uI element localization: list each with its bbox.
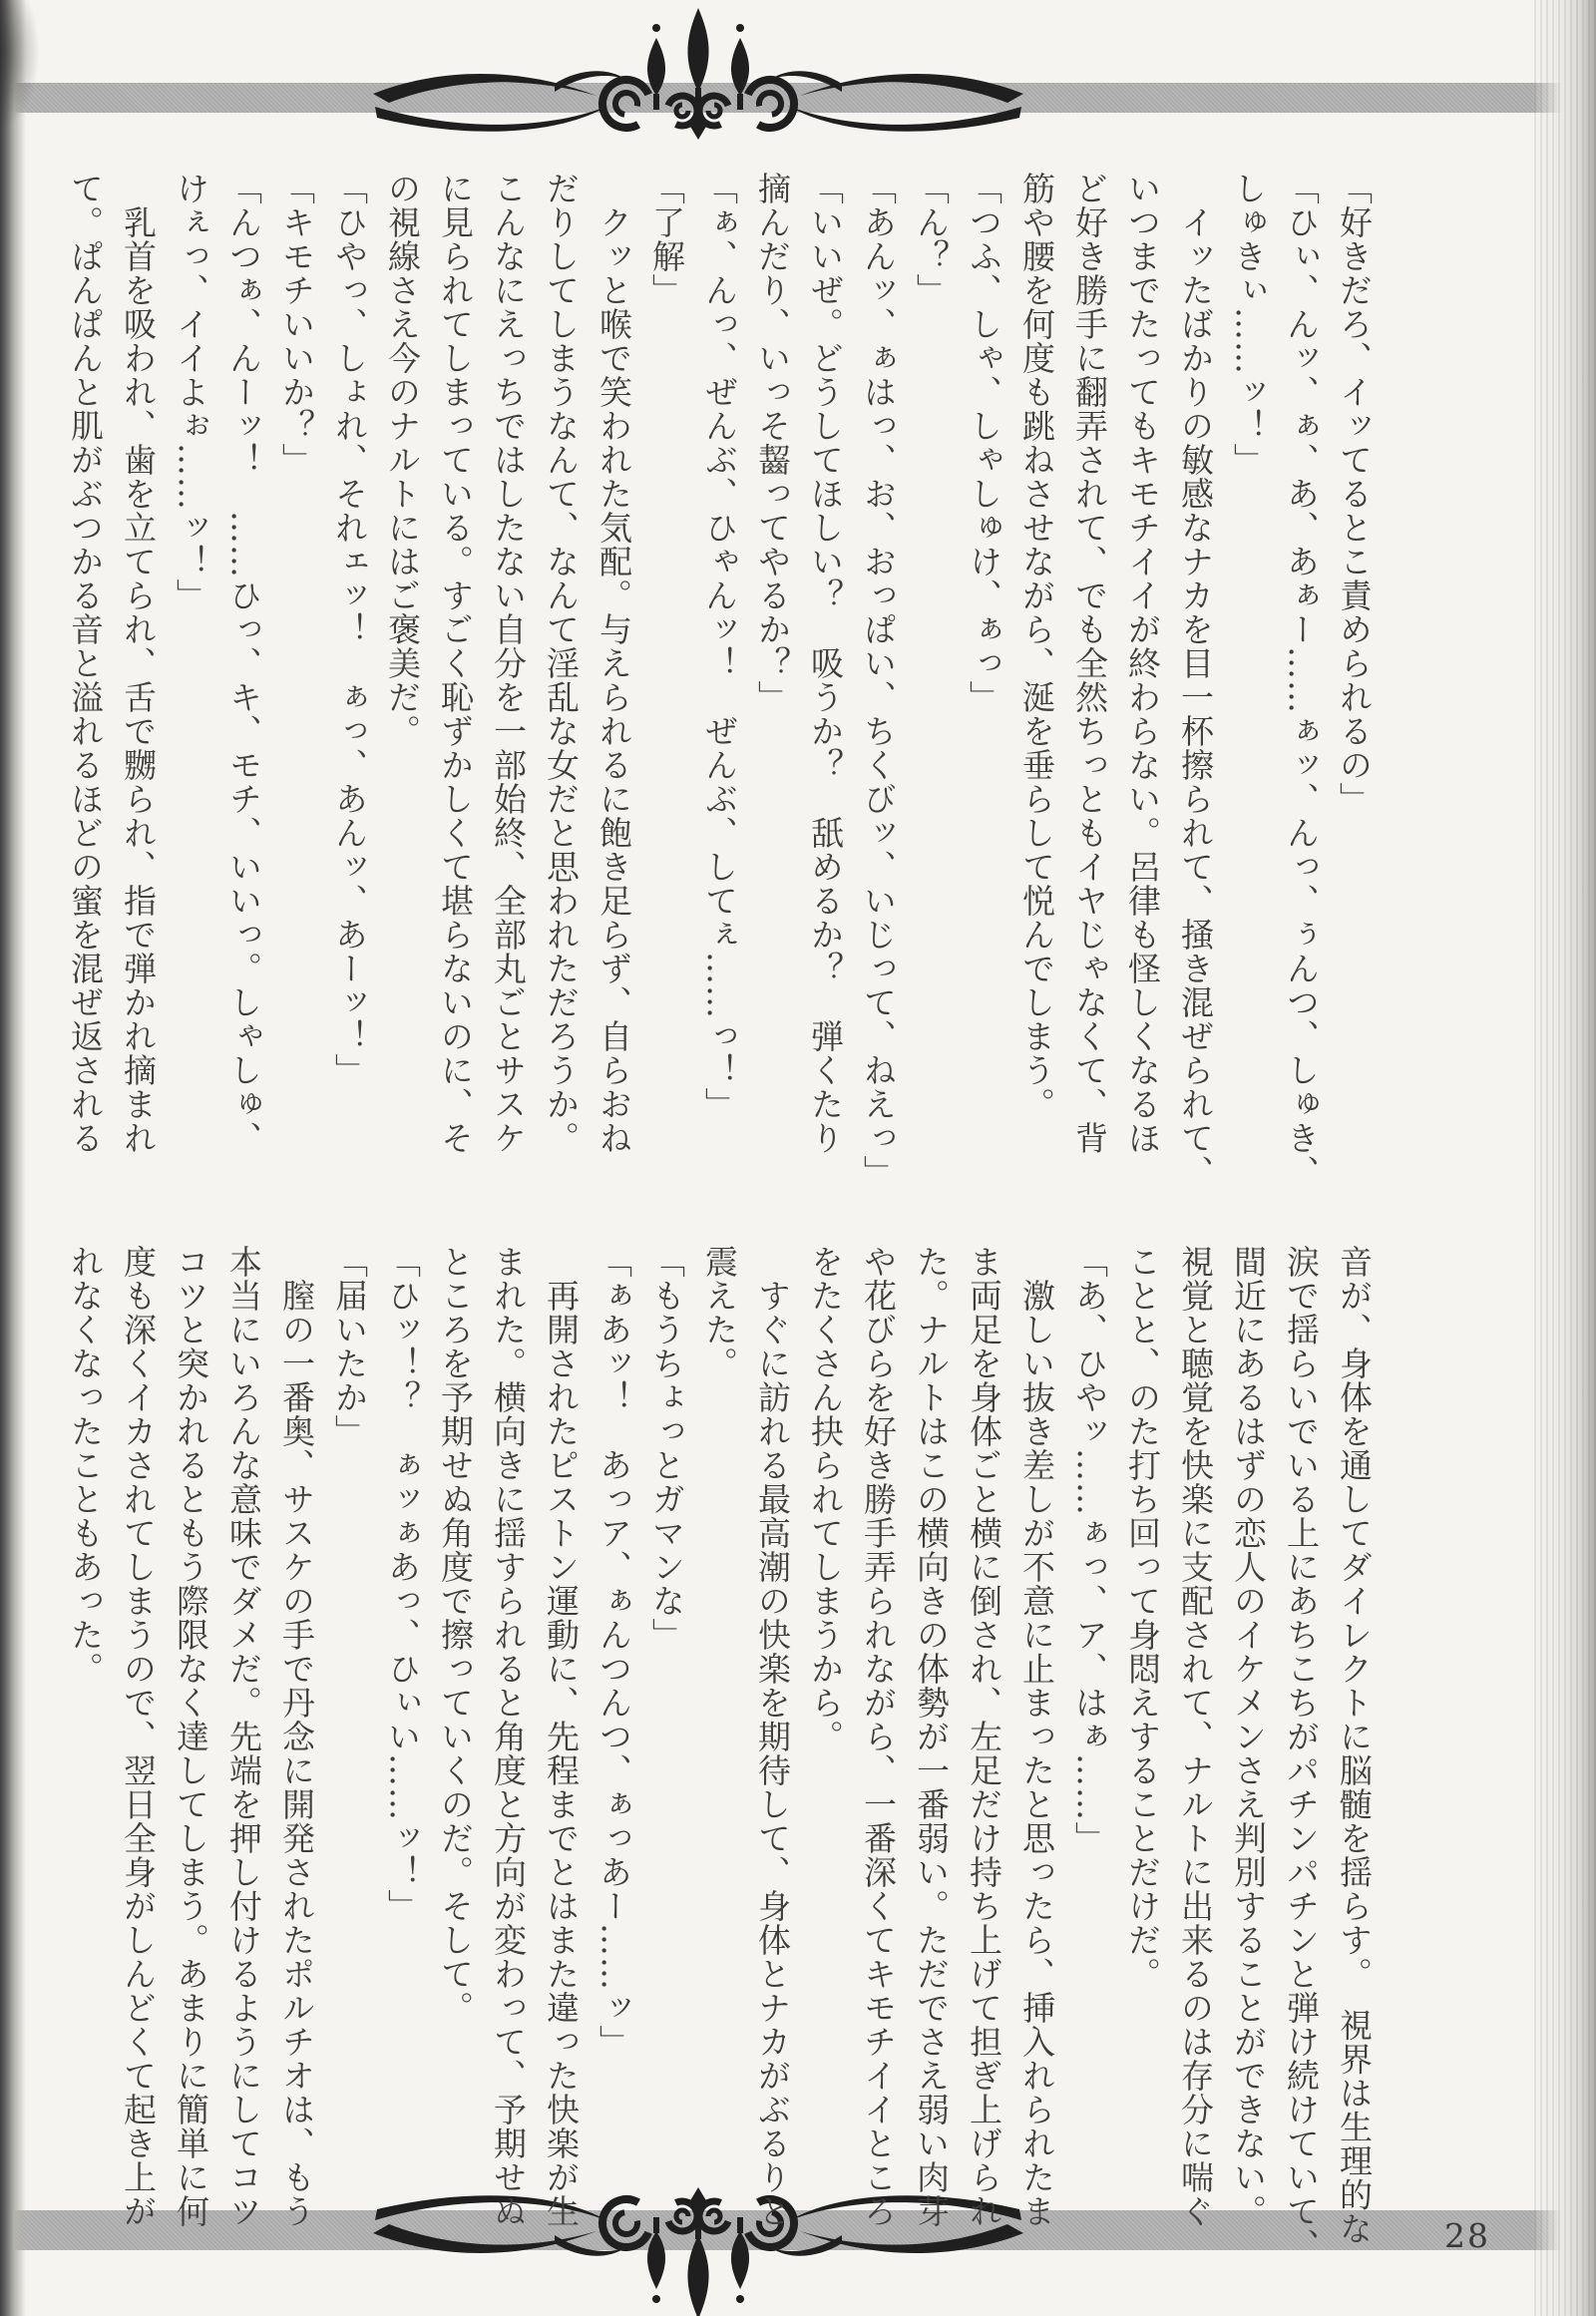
text-column: コツと突かれるともう際限なく達してしまう。あまりに簡単に何: [172, 1245, 210, 2228]
text-column: の視線さえ今のナルトにはご褒美だ。: [383, 172, 422, 748]
text-column: 「もうちょっとガマンな」: [647, 1245, 686, 1652]
text-column: ま両足を身体ごと横に倒され、左足だけ持ち上げて担ぎ上げられ: [965, 1245, 1003, 2228]
text-column: イッたばかりの敏感なナカを目一杯擦られて、掻き混ぜられて、: [1176, 172, 1215, 1189]
text-column: 「あんッ、ぁはっ、お、おっぱい、ちくびッ、いじって、ねえっ」: [859, 172, 898, 1189]
text-column: 視覚と聴覚を快楽に支配されて、ナルトに出来るのは存分に喘ぐ: [1176, 1245, 1215, 2228]
text-column: 「ぁ、んっ、ぜんぶ、ひゃんッ！ ぜんぶ、してぇ……っ！」: [700, 172, 739, 1121]
text-column: 膣の一番奥、サスケの手で丹念に開発されたポルチオは、もう: [277, 1245, 316, 2228]
text-column: 「あ、ひやッ……ぁっ、ア、はぁ……」: [1070, 1245, 1109, 1855]
text-column: 筋や腰を何度も跳ねさせながら、涎を垂らして悦んでしまう。: [1017, 172, 1056, 1121]
text-column: 涙で揺らいでいる上にあちこちがパチンパチンと弾け続けていて、: [1282, 1245, 1321, 2262]
text-column: 「いいぜ。どうしてほしい？ 吸うか？ 舐めるか？ 弾くたり: [806, 172, 845, 1155]
text-column: だりしてしまうなんて、なんて淫乱な女だと思われただろうか。: [542, 172, 581, 1155]
text-column: 「了解」: [647, 172, 686, 307]
text-column: 本当にいろんな意味でダメだ。先端を押し付けるようにしてコツ: [224, 1245, 263, 2228]
text-column: まれた。横向きに揺すられると角度と方向が変わって、予期せぬ: [489, 1245, 528, 2228]
text-column: 震えた。: [700, 1245, 739, 1380]
text-column: 「ひやっ、しょれ、それェッ！ ぁっ、あんッ、あーッ！」: [330, 172, 369, 1087]
text-column: た。ナルトはこの横向きの体勢が一番弱い。ただでさえ弱い肉芽: [912, 1245, 951, 2228]
text-column: こんなにえっちではしたない自分を一部始終、全部丸ごとサスケ: [489, 172, 528, 1155]
text-column: すぐに訪れる最高潮の快楽を期待して、身体とナカがぶるりと: [753, 1245, 792, 2228]
text-column: けぇっ、イイよぉ……ッ！」: [172, 172, 210, 612]
text-column: 再開されたピストン運動に、先程までとはまた違った快楽が生: [542, 1245, 581, 2228]
text-column: クッと喉で笑われた気配。与えられるに飽き足らず、自らおね: [595, 172, 633, 1155]
text-column: 「ぁあッ！ あっア、ぁんつんつ、ぁっあー……ッ」: [595, 1245, 633, 2059]
text-column: 間近にあるはずの恋人のイケメンさえ判別することができない。: [1229, 1245, 1268, 2228]
text-column: 乳首を吸われ、歯を立てられ、舌で嬲られ、指で弾かれ摘まれ: [119, 172, 158, 1155]
text-column: れなくなったこともあった。: [66, 1245, 105, 1686]
text-column: 「つふ、しゃ、しゃしゅけ、ぁっ」: [965, 172, 1003, 714]
text-column: ところを予期せぬ角度で擦っていくのだ。そして。: [436, 1245, 475, 2025]
text-column: 「キモチいいか？」: [277, 172, 316, 477]
text-column: 音が、身体を通してダイレクトに脳髄を揺らす。 視界は生理的な: [1335, 1245, 1374, 2246]
text-column: しゅきぃ……ッ！」: [1229, 172, 1268, 477]
text-column: ことと、のた打ち回って身悶えすることだけだ。: [1123, 1245, 1162, 1991]
text-column: 「ひッ！？ ぁッぁあっ、ひぃい……ッ！」: [383, 1245, 422, 1923]
text-column: 激しい抜き差しが不意に止まったと思ったら、挿入れられたま: [1017, 1245, 1056, 2228]
text-column: ど好き勝手に翻弄されて、でも全然ちっともイヤじゃなくて、背: [1070, 172, 1109, 1155]
page-edge-right-shadow: [1532, 0, 1596, 2316]
header-ornament-icon: [369, 8, 1027, 158]
text-column: 「ん？」: [912, 172, 951, 307]
text-column: に見られてしまっている。すごく恥ずかしくて堪らないのに、そ: [436, 172, 475, 1155]
text-column: 「好きだろ、イッてるとこ責められるの」: [1335, 172, 1374, 816]
text-column: 「届いたか」: [330, 1245, 369, 1448]
text-band-2: [40, 1245, 1381, 2282]
text-column: て。ぱんぱんと肌がぶつかる音と溢れるほどの蜜を混ぜ返される: [66, 172, 105, 1155]
text-band-1: [40, 172, 1381, 1209]
text-column: をたくさん抉られてしまうから。: [806, 1245, 845, 1753]
text-column: 「んつぁ、んーッ！ ……ひっ、キ、モチ、いいっ。しゃしゅ、: [224, 172, 263, 1155]
page-edge-left-shadow: [0, 0, 26, 2316]
text-column: や花びらを好き勝手弄られながら、一番深くてキモチイイところ: [859, 1245, 898, 2228]
page-number: 28: [1444, 2216, 1490, 2255]
text-column: いつまでたってもキモチイイが終わらない。呂律も怪しくなるほ: [1123, 172, 1162, 1155]
text-column: 「ひぃ、んッ、ぁ、あ、あぁー……ぁッ、んっ、ぅんつ、しゅき、: [1282, 172, 1321, 1189]
text-column: 度も深くイカされてしまうので、翌日全身がしんどくて起き上が: [119, 1245, 158, 2228]
text-column: 摘んだり、いっそ齧ってやるか？」: [753, 172, 792, 714]
